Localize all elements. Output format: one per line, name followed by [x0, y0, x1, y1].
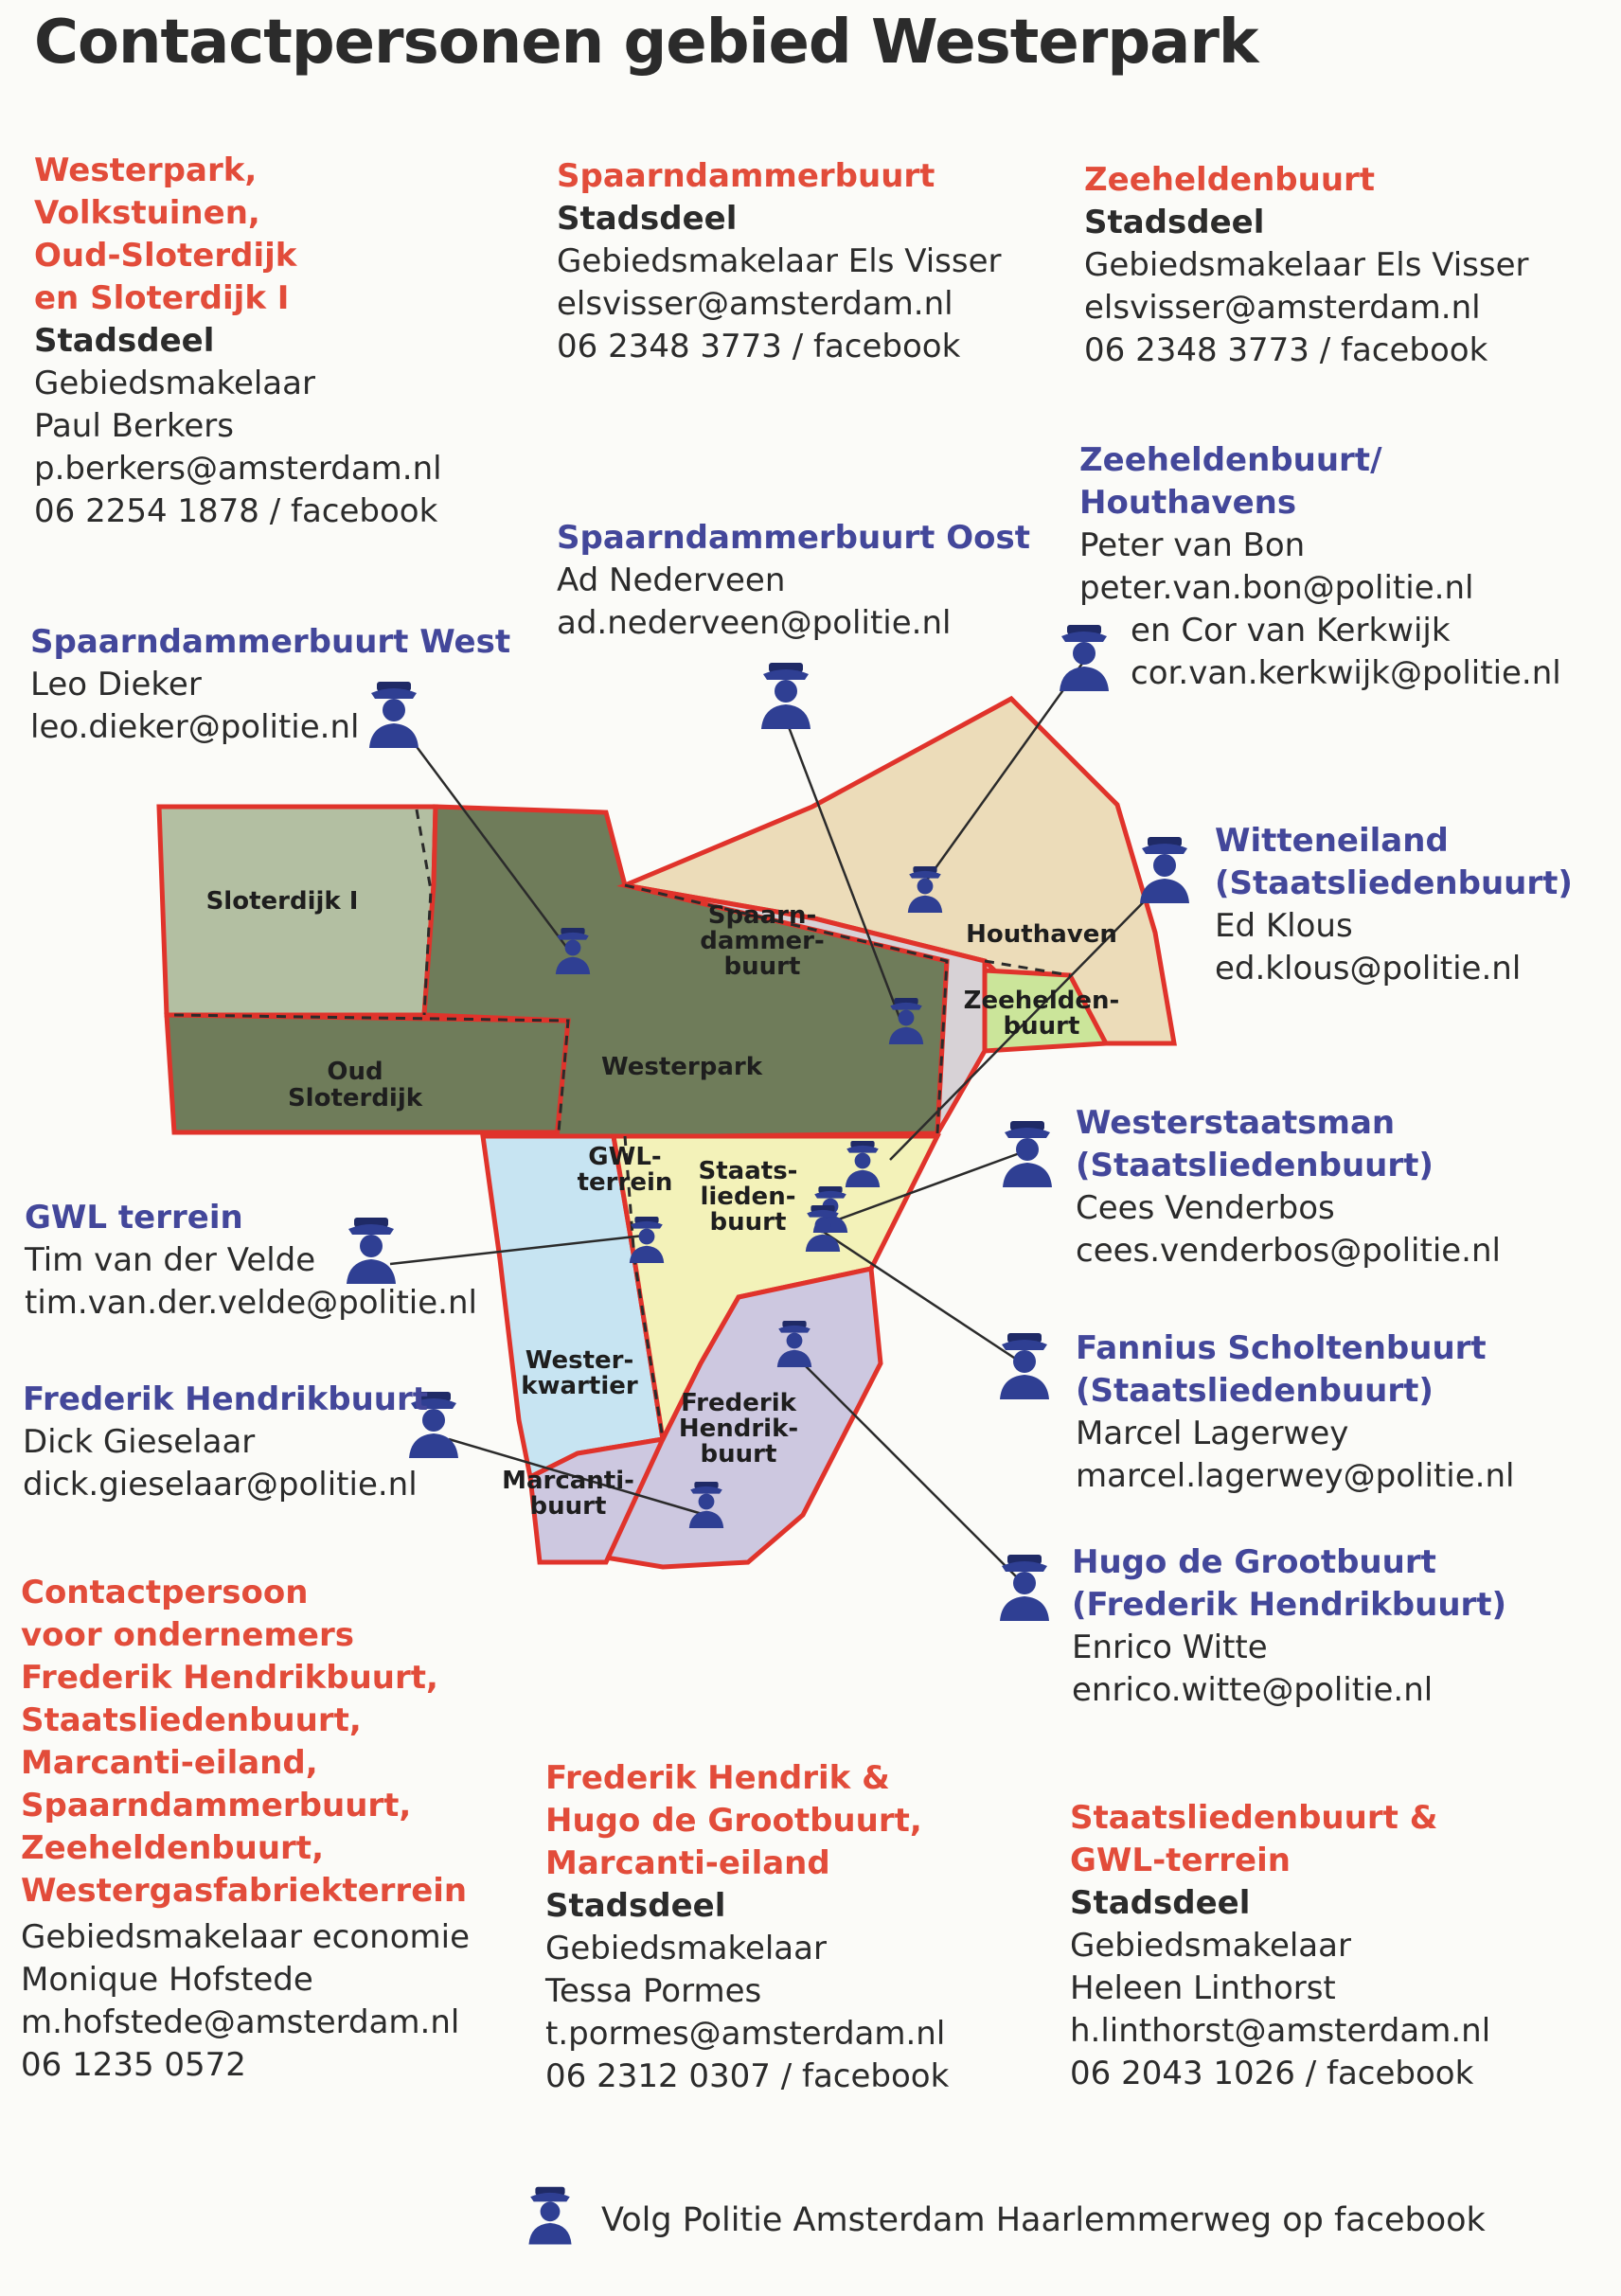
contact-spaarndammerbuurt-oost: Spaarndammerbuurt Oost Ad Nederveen ad.nederveen@politie.nl — [557, 519, 1031, 642]
contact-staatsliedenbuurt-gwl: Staatsliedenbuurt & GWL-terrein Stadsdeel Gebiedsmakelaar Heleen Linthorst h.linthorst@amsterdam.nl 06 2043 1026 / facebook — [1070, 1799, 1491, 2092]
contact-westerpark: Westerpark, Volkstuinen, Oud-Sloterdijk en Sloterdijk I Stadsdeel Gebiedsmakelaar Paul Berkers p.berkers@amsterdam.nl 06 2254 1878 / facebook — [34, 151, 442, 530]
contact-hugo-de-grootbuurt: Hugo de Grootbuurt (Frederik Hendrikbuurt) Enrico Witte enrico.witte@politie.nl — [1072, 1543, 1507, 1709]
svg-text:OudSloterdijk: Oud Sloterdijk — [287, 1058, 423, 1112]
contact-frederik-hendrikbuurt: Frederik Hendrikbuurt Dick Gieselaar dick.gieselaar@politie.nl — [23, 1380, 429, 1504]
svg-text:Marcanti-buurt: Marcanti-buurt — [502, 1467, 634, 1521]
contact-witteneiland: Witteneiland (Staatsliedenbuurt) Ed Klous ed.klous@politie.nl — [1215, 822, 1573, 988]
police-icon — [999, 1117, 1056, 1193]
contact-spaarndammerbuurt-west: Spaarndammerbuurt West Leo Dieker leo.dieker@politie.nl — [30, 623, 511, 746]
svg-text:FrederikHendrik-buurt: Frederik Hendrik-buurt — [678, 1389, 799, 1468]
contact-zeeheldenbuurt: Zeeheldenbuurt Stadsdeel Gebiedsmakelaar Els Visser elsvisser@amsterdam.nl 06 2348 3773 / facebook — [1084, 161, 1529, 369]
police-icon — [757, 659, 814, 735]
police-icon — [996, 1329, 1053, 1405]
svg-text:Staats-lieden-buurt: Staats-lieden-buurt — [698, 1157, 798, 1237]
label-westerpark: Westerpark — [600, 1053, 763, 1081]
heading: Westerpark, — [34, 151, 258, 189]
contact-westerstaatsman: Westerstaatsman (Staatsliedenbuurt) Cees Venderbos cees.venderbos@politie.nl — [1076, 1104, 1501, 1270]
contact-ondernemers: Contactpersoon voor ondernemers Frederik Hendrikbuurt, Staatsliedenbuurt, Marcanti-eiland, Spaarndammerbuurt, Zeeheldenbuurt, Westergasfabriekterrein Gebiedsmakelaar economie Monique Hofstede m.hofstede@amsterdam.nl 06 1235 0572 — [21, 1574, 471, 2084]
police-icon — [525, 2182, 575, 2251]
page-title: Contactpersonen gebied Westerpark — [34, 8, 1258, 78]
contact-fannius-scholtenbuurt: Fannius Scholtenbuurt (Staatsliedenbuurt) Marcel Lagerwey marcel.lagerwey@politie.nl — [1076, 1329, 1515, 1495]
label-houthaven: Houthaven — [966, 920, 1117, 949]
contact-frederik-hendrik-hugo: Frederik Hendrik & Hugo de Grootbuurt, Marcanti-eiland Stadsdeel Gebiedsmakelaar Tessa Pormes t.pormes@amsterdam.nl 06 2312 0307 / facebook — [545, 1759, 950, 2095]
contact-gwl-terrein: GWL terrein Tim van der Velde tim.van.der.velde@politie.nl — [25, 1199, 477, 1322]
footer-text: Volg Politie Amsterdam Haarlemmerweg op facebook — [601, 2201, 1486, 2239]
svg-text:Wester-kwartier: Wester-kwartier — [521, 1346, 638, 1400]
contact-spaarndammerbuurt: Spaarndammerbuurt Stadsdeel Gebiedsmakelaar Els Visser elsvisser@amsterdam.nl 06 2348 3773 / facebook — [557, 157, 1002, 365]
label-sloterdijk: Sloterdijk I — [205, 887, 359, 916]
contact-zeeheldenbuurt-houthavens: Zeeheldenbuurt/ Houthavens Peter van Bon peter.van.bon@politie.nl en Cor van Kerkwijk cor.van.kerkwijk@politie.nl — [1079, 441, 1561, 692]
svg-text:Spaarn-dammer-buurt: Spaarn-dammer-buurt — [700, 901, 825, 981]
police-icon — [996, 1551, 1053, 1627]
svg-text:GWL-terrein: GWL-terrein — [577, 1143, 673, 1197]
svg-text:Zeehelden-buurt: Zeehelden-buurt — [963, 987, 1120, 1041]
police-icon — [1136, 833, 1193, 909]
